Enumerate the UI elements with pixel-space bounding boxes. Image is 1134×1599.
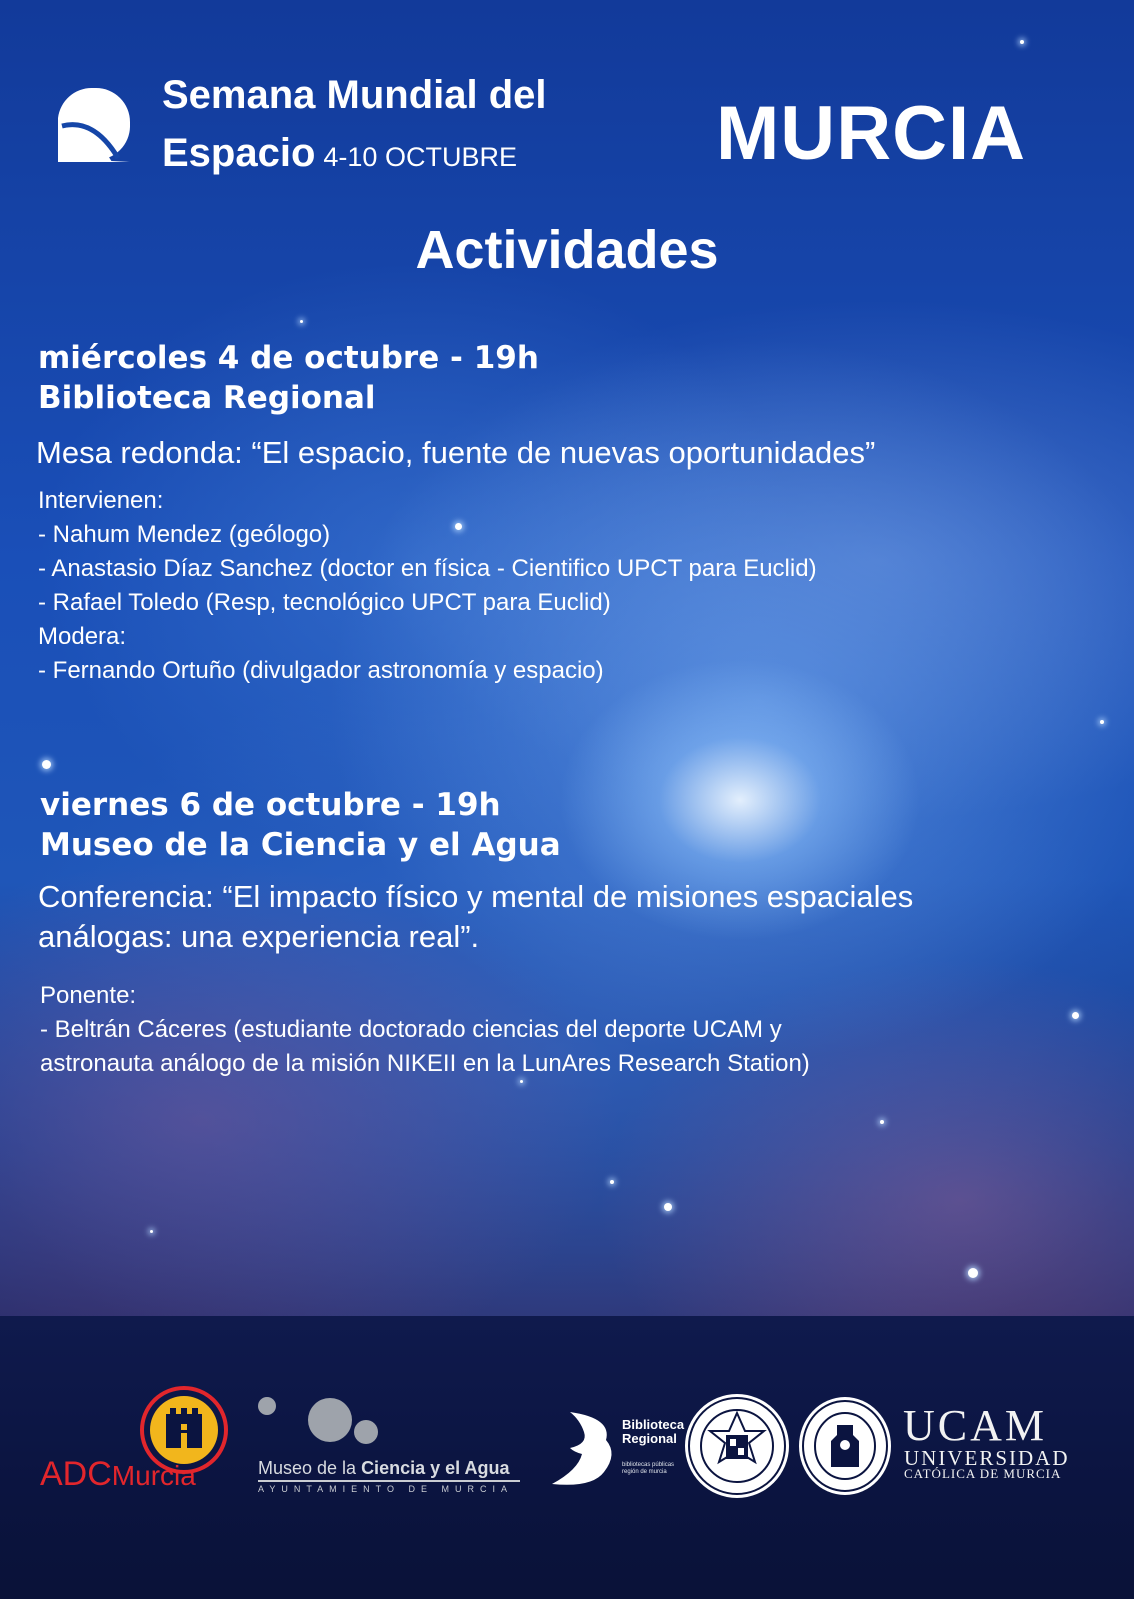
- star-decoration: [610, 1180, 614, 1184]
- museo-logo-icon: [258, 1396, 388, 1456]
- section-title: Actividades: [415, 220, 719, 280]
- event1-line: Modera:: [38, 623, 127, 650]
- star-decoration: [455, 523, 462, 530]
- event-title-line2: [162, 130, 517, 180]
- biblioteca-name-line2: Regional: [622, 1431, 677, 1446]
- event2-line: astronauta análogo de la misión NIKEII en la LunAres Research Station): [40, 1050, 810, 1077]
- biblioteca-sub-line2: región de murcia: [622, 1469, 667, 1475]
- ucam-seal-icon: [797, 1395, 893, 1497]
- biblioteca-sub-line1: bibliotecas públicas: [622, 1462, 675, 1468]
- adc-logo-part2: Murcia: [111, 1460, 196, 1491]
- event2-place: Museo de la Ciencia y el Agua: [40, 827, 561, 863]
- star-decoration: [880, 1120, 884, 1124]
- event1-line: - Rafael Toledo (Resp, tecnológico UPCT para Euclid): [38, 589, 611, 616]
- event2-line: - Beltrán Cáceres (estudiante doctorado ciencias del deporte UCAM y: [40, 1016, 782, 1043]
- event-title-line1: Semana Mundial del: [162, 73, 547, 117]
- museo-logo-subtitle: AYUNTAMIENTO DE MURCIA: [258, 1484, 514, 1494]
- adc-murcia-logo-text: [40, 1455, 196, 1494]
- museo-divider: [258, 1480, 520, 1482]
- event-title-word: Espacio: [162, 131, 316, 175]
- biblioteca-name-line1: Biblioteca: [622, 1417, 685, 1432]
- star-decoration: [150, 1230, 153, 1233]
- event1-line: - Nahum Mendez (geólogo): [38, 521, 331, 548]
- event1-place: Biblioteca Regional: [38, 380, 376, 416]
- event1-line: Intervienen:: [38, 487, 164, 514]
- biblioteca-logo-name: [622, 1418, 684, 1446]
- ucam-logo-main: UCAM: [903, 1401, 1048, 1450]
- museo-name-b: Ciencia y el Agua: [361, 1458, 510, 1478]
- ucam-logo-sub1: UNIVERSIDAD: [904, 1446, 1070, 1470]
- biblioteca-logo-subtitle: [622, 1462, 674, 1476]
- star-decoration: [664, 1203, 672, 1211]
- event2-date: viernes 6 de octubre - 19h: [40, 787, 501, 823]
- event2-line: Ponente:: [40, 982, 137, 1009]
- star-decoration: [1020, 40, 1024, 44]
- museo-name-a: Museo de la: [258, 1458, 362, 1478]
- museo-logo-text: [258, 1458, 509, 1479]
- event1-line: - Anastasio Díaz Sanchez (doctor en física - Cientifico UPCT para Euclid): [38, 555, 817, 582]
- star-decoration: [1072, 1012, 1079, 1019]
- city-name: MURCIA: [716, 91, 1026, 176]
- ucam-logo-sub2: CATÓLICA DE MURCIA: [904, 1466, 1062, 1481]
- space-week-logo-icon: [58, 88, 130, 162]
- event2-title-line: análogas: una experiencia real”.: [38, 919, 480, 954]
- upct-seal-icon: [682, 1391, 792, 1501]
- event1-date: miércoles 4 de octubre - 19h: [38, 340, 539, 376]
- star-decoration: [1100, 720, 1104, 724]
- adc-logo-part1: ADC: [40, 1455, 112, 1493]
- event1-title: Mesa redonda: “El espacio, fuente de nuevas oportunidades”: [36, 435, 876, 470]
- event1-line: - Fernando Ortuño (divulgador astronomía y espacio): [38, 657, 604, 684]
- star-decoration: [968, 1268, 978, 1278]
- star-decoration: [300, 320, 303, 323]
- star-decoration: [42, 760, 51, 769]
- event2-title-line: Conferencia: “El impacto físico y mental de misiones espaciales: [38, 879, 914, 914]
- biblioteca-logo-icon: [548, 1410, 620, 1490]
- event-dates: 4-10 OCTUBRE: [323, 142, 517, 172]
